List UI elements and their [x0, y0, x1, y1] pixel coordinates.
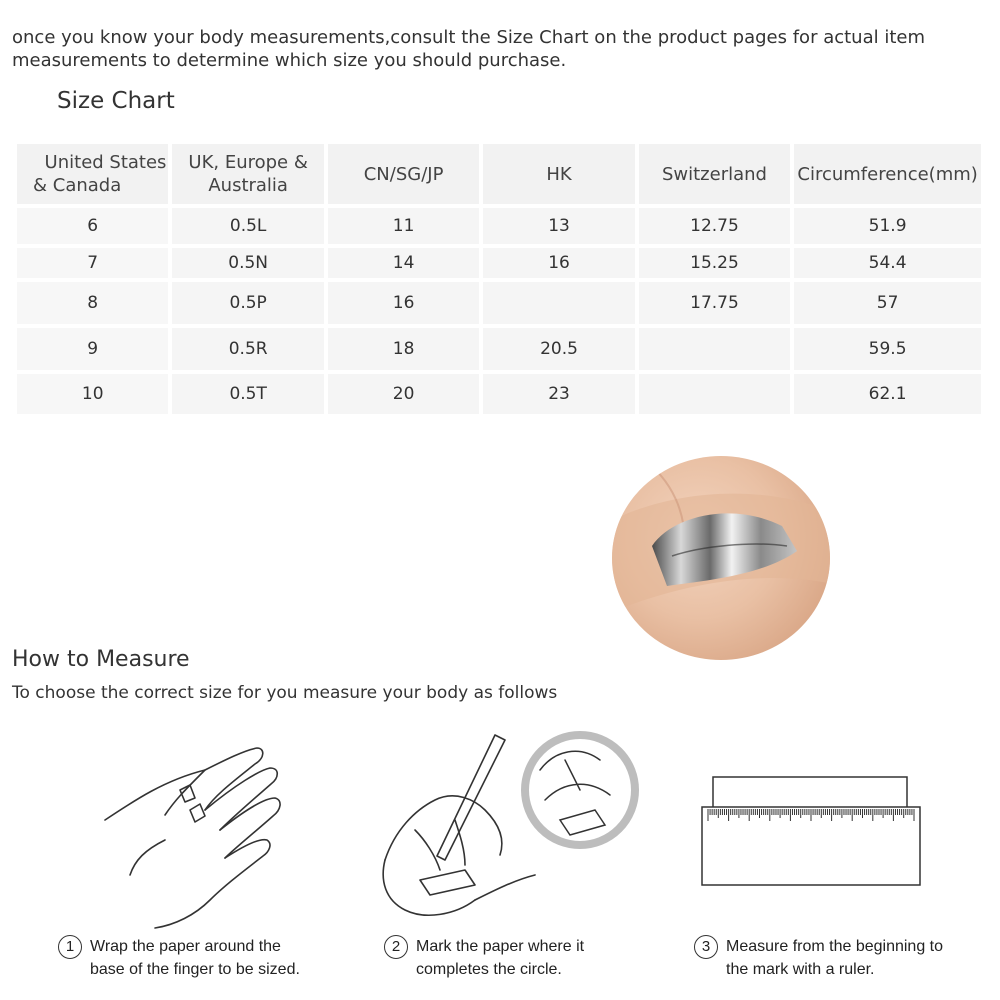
- table-cell: 0.5P: [172, 282, 323, 324]
- header-uk-europe-australia: UK, Europe & Australia: [172, 144, 323, 204]
- table-cell: [639, 374, 790, 414]
- table-row: [17, 248, 981, 278]
- table-row: [17, 208, 981, 244]
- table-cell: 20: [328, 374, 479, 414]
- table-cell: 20.5: [483, 328, 634, 370]
- table-cell: 0.5R: [172, 328, 323, 370]
- size-chart-title: Size Chart: [57, 88, 175, 114]
- table-cell: [639, 328, 790, 370]
- table-cell: 0.5N: [172, 248, 323, 278]
- header-us-canada: United States & Canada: [17, 144, 168, 204]
- mark-paper-illustration: [365, 730, 645, 930]
- table-cell: 8: [17, 282, 168, 324]
- table-cell: 59.5: [794, 328, 981, 370]
- table-cell: [483, 282, 634, 324]
- table-header-row: [17, 144, 981, 204]
- ring-illustration: [612, 456, 830, 660]
- step-2-line-2: completes the circle.: [416, 961, 562, 978]
- table-cell: 57: [794, 282, 981, 324]
- step-3-line-2: the mark with a ruler.: [726, 961, 875, 978]
- step-3-caption: [694, 935, 943, 981]
- header-circumference: Circumference(mm): [794, 144, 981, 204]
- table-cell: 6: [17, 208, 168, 244]
- step-1-line-2: base of the finger to be sized.: [90, 961, 300, 978]
- header-switzerland: Switzerland: [639, 144, 790, 204]
- step-1-number: 1: [58, 935, 82, 959]
- how-to-measure-subtitle: To choose the correct size for you measure your body as follows: [12, 683, 558, 703]
- table-cell: 23: [483, 374, 634, 414]
- table-row: [17, 374, 981, 414]
- table-cell: 16: [483, 248, 634, 278]
- table-cell: 12.75: [639, 208, 790, 244]
- table-cell: 14: [328, 248, 479, 278]
- table-cell: 15.25: [639, 248, 790, 278]
- table-cell: 16: [328, 282, 479, 324]
- table-cell: 11: [328, 208, 479, 244]
- step-2-line-1: Mark the paper where it: [416, 938, 585, 955]
- intro-line-1: once you know your body measurements,consult the Size Chart on the product pages for actual item: [12, 27, 926, 48]
- step-1-line-1: Wrap the paper around the: [90, 938, 281, 955]
- table-cell: 18: [328, 328, 479, 370]
- step-3-number: 3: [694, 935, 718, 959]
- hand-wrap-illustration: [95, 740, 295, 930]
- step-2-number: 2: [384, 935, 408, 959]
- step-1-caption: [58, 935, 300, 981]
- table-cell: 17.75: [639, 282, 790, 324]
- table-row: [17, 282, 981, 324]
- step-2-caption: [384, 935, 584, 981]
- table-cell: 7: [17, 248, 168, 278]
- table-cell: 10: [17, 374, 168, 414]
- intro-line-2: measurements to determine which size you should purchase.: [12, 50, 567, 71]
- size-chart-table: [13, 140, 985, 418]
- table-cell: 13: [483, 208, 634, 244]
- intro-text: [12, 26, 987, 72]
- table-cell: 9: [17, 328, 168, 370]
- table-cell: 54.4: [794, 248, 981, 278]
- ruler-illustration: [700, 775, 925, 887]
- paper-strip: [713, 777, 907, 809]
- table-row: [17, 328, 981, 370]
- header-hk: HK: [483, 144, 634, 204]
- table-cell: 62.1: [794, 374, 981, 414]
- table-cell: 51.9: [794, 208, 981, 244]
- ring-on-finger-photo: [612, 456, 830, 660]
- header-cn-sg-jp: CN/SG/JP: [328, 144, 479, 204]
- table-cell: 0.5T: [172, 374, 323, 414]
- step-3-line-1: Measure from the beginning to: [726, 938, 944, 955]
- how-to-measure-title: How to Measure: [12, 647, 190, 672]
- table-cell: 0.5L: [172, 208, 323, 244]
